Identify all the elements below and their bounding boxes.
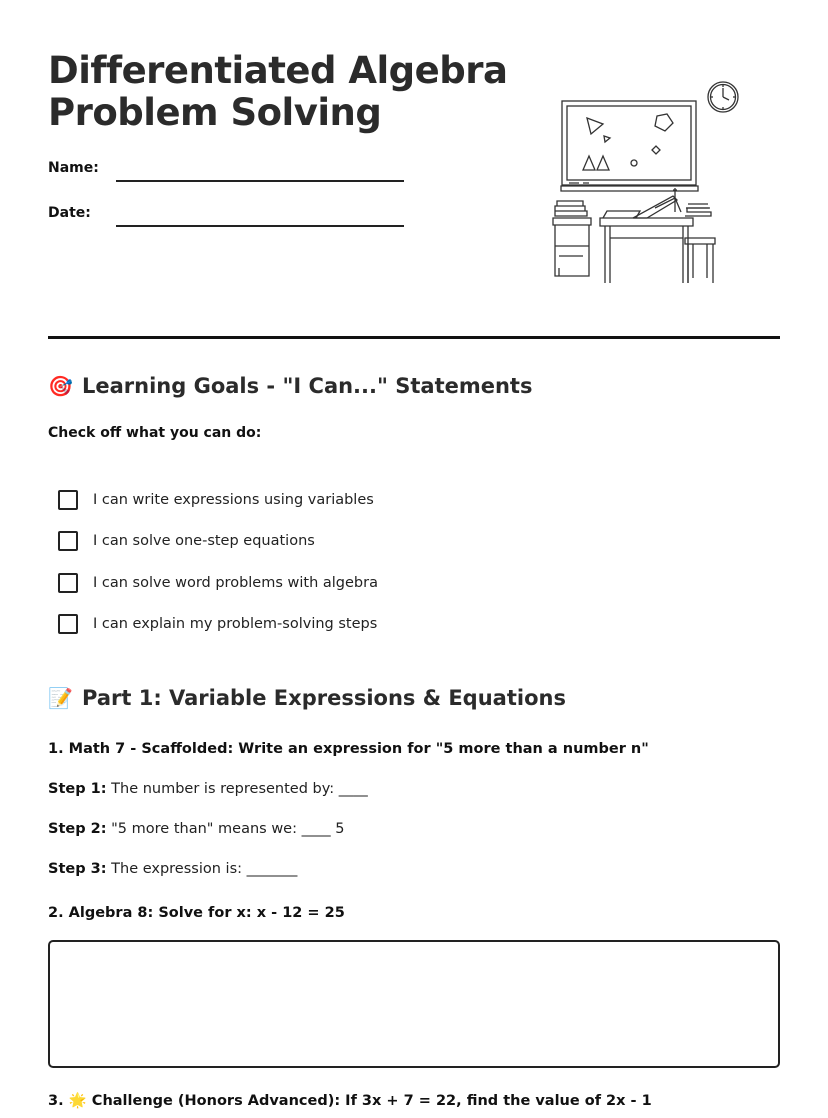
- step-3: [48, 861, 297, 877]
- question-3-number: 3.: [48, 1093, 64, 1109]
- step-1-text: The number is represented by: ____: [106, 781, 368, 797]
- answer-box-question-2[interactable]: [48, 940, 780, 1068]
- name-field[interactable]: [116, 180, 404, 182]
- goal-label-1: I can write expressions using variables: [93, 492, 374, 508]
- question-3-text: Challenge (Honors Advanced): If 3x + 7 = 22, find the value of 2x - 1: [91, 1093, 652, 1109]
- classroom-illustration: [545, 78, 745, 293]
- goal-item-2: [58, 530, 315, 552]
- goal-item-4: [58, 613, 377, 635]
- target-icon: 🎯: [48, 374, 73, 398]
- section-divider: [48, 336, 780, 339]
- step-1: [48, 781, 368, 797]
- goal-item-1: [58, 489, 374, 511]
- step-2: [48, 821, 344, 837]
- goal-checkbox-2[interactable]: [58, 531, 78, 551]
- question-1: 1. Math 7 - Scaffolded: Write an expression for "5 more than a number n": [48, 741, 649, 757]
- star-icon: 🌟: [68, 1093, 87, 1109]
- goal-checkbox-3[interactable]: [58, 573, 78, 593]
- learning-goals-heading: [48, 374, 532, 398]
- question-2: 2. Algebra 8: Solve for x: x - 12 = 25: [48, 905, 345, 921]
- goal-checkbox-1[interactable]: [58, 490, 78, 510]
- learning-goals-heading-text: Learning Goals - "I Can..." Statements: [82, 374, 533, 398]
- part1-heading: [48, 686, 566, 710]
- memo-icon: 📝: [48, 686, 73, 710]
- step-1-label: Step 1:: [48, 781, 107, 797]
- checklist-instruction: Check off what you can do:: [48, 425, 262, 441]
- goal-item-3: [58, 572, 378, 594]
- step-2-label: Step 2:: [48, 821, 107, 837]
- title-line-1: Differentiated Algebra: [48, 49, 508, 92]
- bookshelf-icon: [553, 201, 591, 276]
- name-label: Name:: [48, 160, 99, 176]
- title-line-2: Problem Solving: [48, 91, 382, 134]
- date-field[interactable]: [116, 225, 404, 227]
- desk-icon: [600, 188, 711, 283]
- date-label: Date:: [48, 205, 91, 221]
- step-3-text: The expression is: _______: [106, 861, 298, 877]
- question-3: [48, 1092, 652, 1109]
- page-title: [48, 50, 518, 134]
- goal-label-3: I can solve word problems with algebra: [93, 575, 378, 591]
- clock-icon: [708, 82, 738, 112]
- part1-heading-text: Part 1: Variable Expressions & Equations: [82, 686, 566, 710]
- step-3-label: Step 3:: [48, 861, 107, 877]
- step-2-text: "5 more than" means we: ____ 5: [106, 821, 345, 837]
- goal-checkbox-4[interactable]: [58, 614, 78, 634]
- goal-label-2: I can solve one-step equations: [93, 533, 315, 549]
- goal-label-4: I can explain my problem-solving steps: [93, 616, 378, 632]
- stool-icon: [685, 238, 715, 283]
- chalkboard-icon: [561, 101, 698, 191]
